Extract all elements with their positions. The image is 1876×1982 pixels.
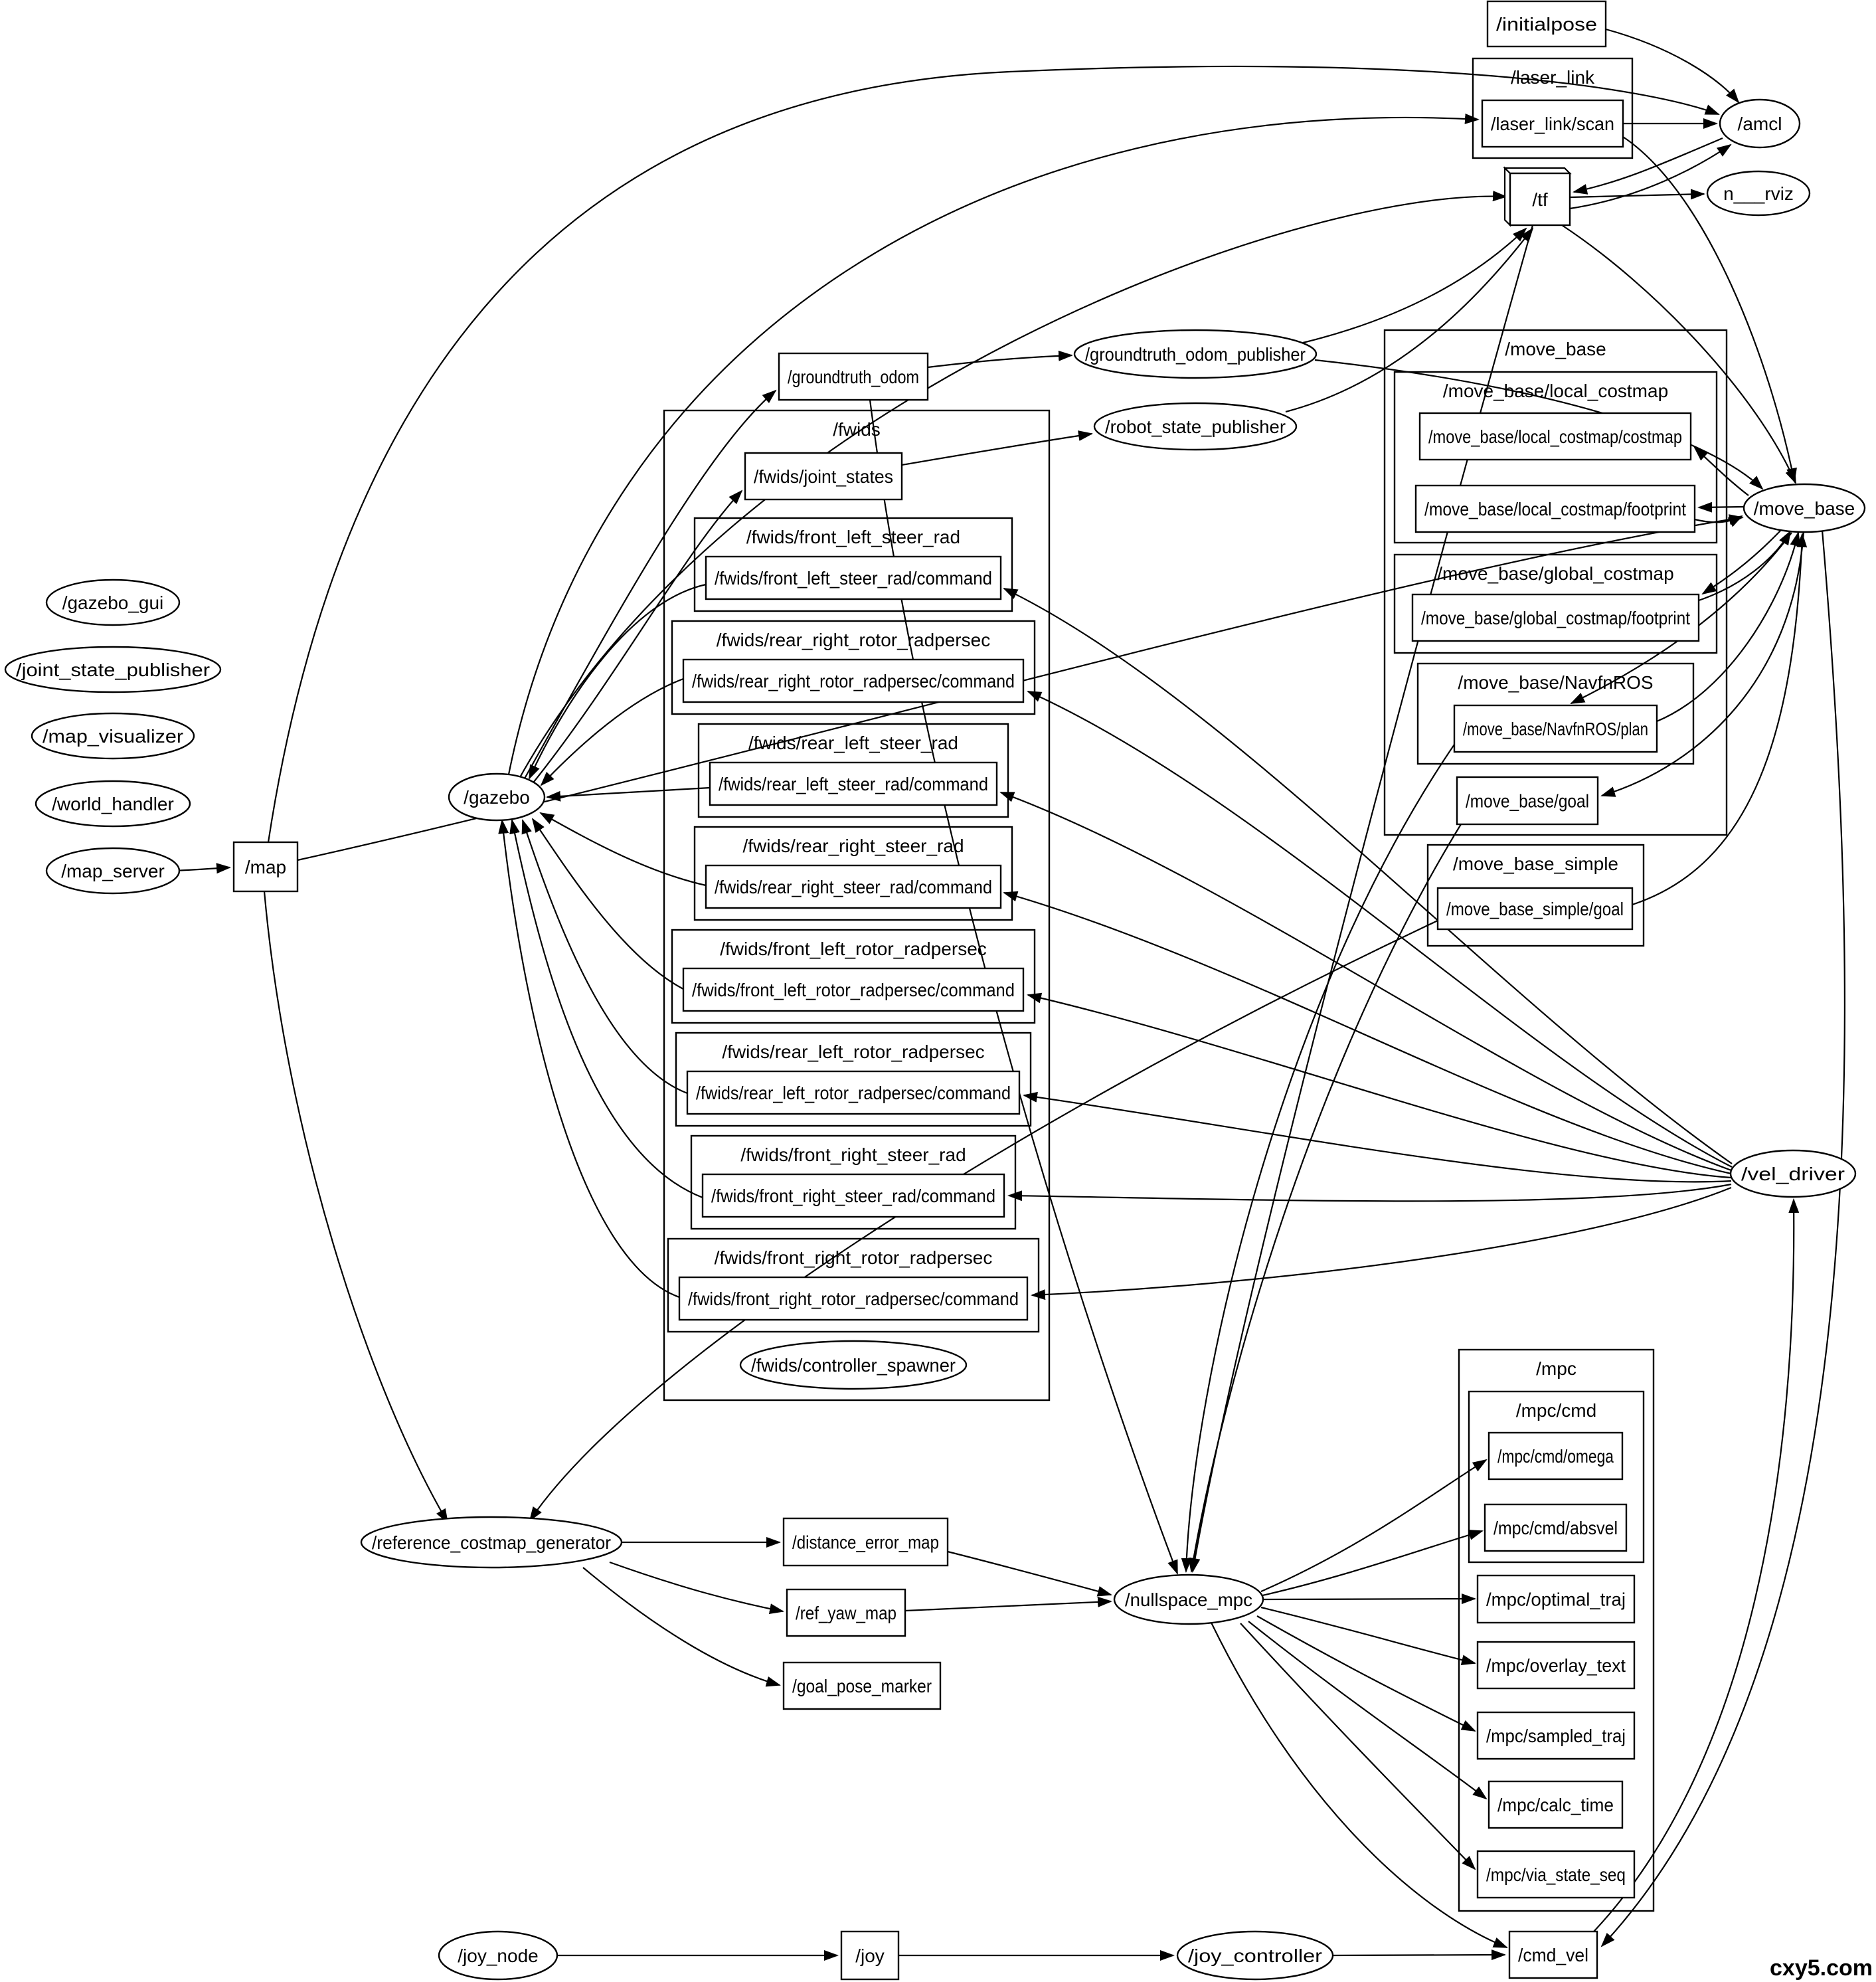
- cluster-label-fwids-front-right-rotor-radpersec: /fwids/front_right_rotor_radpersec: [714, 1247, 993, 1268]
- edge-gazebo-to-fwids_joint_states: [531, 491, 742, 785]
- cluster-label-move-base-local-costmap: /move_base/local_costmap: [1442, 381, 1669, 401]
- edge-move_base_goal-to-nullspace_mpc: [1191, 824, 1461, 1572]
- topic-label-initialpose: /initialpose: [1496, 14, 1597, 35]
- edge-groundtruth_odom_publisher-to-tf: [1303, 228, 1526, 343]
- node-layer: [5, 1, 1865, 1979]
- box3d-top-face-tf: [1505, 168, 1570, 173]
- edge-fwids_rear_left_steer_rad_command-to-gazebo: [547, 788, 710, 797]
- edge-nullspace_mpc-to-mpc_sampled_traj: [1257, 1616, 1475, 1731]
- edge-nullspace_mpc-to-mpc_overlay_text: [1261, 1607, 1475, 1663]
- cluster-label-fwids-front-right-steer-rad: /fwids/front_right_steer_rad: [740, 1144, 966, 1165]
- edge-fwids_front_left_rotor_radpersec_command-to-gazebo: [533, 819, 683, 989]
- topic-label-mpc-cmd-omega: /mpc/cmd/omega: [1497, 1446, 1614, 1467]
- cluster-label-move-base-global-costmap: /move_base/global_costmap: [1437, 563, 1674, 584]
- edge-groundtruth_odom-to-groundtruth_odom_publisher: [928, 355, 1072, 367]
- cluster-label-move-base-navfnros: /move_base/NavfnROS: [1458, 672, 1654, 693]
- edge-map_server-to-map: [171, 867, 230, 871]
- edge-move_base_global_costmap_footprint-to-move_base: [1699, 531, 1790, 600]
- edge-vel_driver-to-fwids_rear_left_steer_rad_command: [1001, 792, 1731, 1170]
- node-label-fwids-controller-spawner: /fwids/controller_spawner: [751, 1355, 956, 1376]
- topic-label-mpc-optimal-traj: /mpc/optimal_traj: [1486, 1589, 1626, 1610]
- topic-label-ref-yaw-map: /ref_yaw_map: [796, 1603, 896, 1623]
- edge-fwids_rear_right_rotor_radpersec_command-to-gazebo: [541, 679, 683, 785]
- cluster-label-move-base: /move_base: [1505, 339, 1606, 359]
- node-label-groundtruth-odom-publisher: /groundtruth_odom_publisher: [1085, 344, 1306, 365]
- edge-vel_driver-to-fwids_rear_left_rotor_radpersec_command: [1024, 1095, 1731, 1182]
- edge-vel_driver-to-fwids_front_right_rotor_radpersec_command: [1032, 1188, 1731, 1295]
- edge-cmd_vel-to-vel_driver: [1594, 1200, 1794, 1932]
- node-label-joint-state-publisher: /joint_state_publisher: [16, 660, 210, 680]
- topic-label-mpc-via-state-seq: /mpc/via_state_seq: [1486, 1864, 1626, 1885]
- topic-label-joy: /joy: [855, 1945, 885, 1966]
- topic-label-fwids-front-right-rotor-radpersec-command: /fwids/front_right_rotor_radpersec/command: [688, 1289, 1019, 1309]
- cluster-label-mpc-cmd: /mpc/cmd: [1515, 1400, 1597, 1421]
- topic-label-mpc-overlay-text: /mpc/overlay_text: [1486, 1655, 1626, 1676]
- topic-label-fwids-front-left-rotor-radpersec-command: /fwids/front_left_rotor_radpersec/command: [692, 980, 1015, 1000]
- topic-label-mpc-sampled-traj: /mpc/sampled_traj: [1486, 1726, 1626, 1746]
- topic-label-move-base-local-costmap-footprint: /move_base/local_costmap/footprint: [1424, 499, 1687, 519]
- cluster-label-fwids-rear-left-rotor-radpersec: /fwids/rear_left_rotor_radpersec: [722, 1041, 985, 1062]
- topic-label-fwids-front-right-steer-rad-command: /fwids/front_right_steer_rad/command: [711, 1186, 995, 1206]
- node-label-world-handler: /world_handler: [52, 794, 174, 814]
- topic-label-move-base-simple-goal: /move_base_simple/goal: [1446, 899, 1624, 919]
- edge-tf-to-amcl: [1570, 145, 1731, 209]
- edge-reference_costmap_generator-to-ref_yaw_map: [610, 1562, 783, 1611]
- edge-fwids_rear_left_rotor_radpersec_command-to-gazebo: [523, 820, 687, 1093]
- topic-label-mpc-calc-time: /mpc/calc_time: [1497, 1795, 1614, 1815]
- node-label-gazebo-gui: /gazebo_gui: [62, 592, 164, 613]
- cluster-label-fwids-rear-right-rotor-radpersec: /fwids/rear_right_rotor_radpersec: [716, 630, 991, 650]
- edge-move_base-to-move_base_global_costmap_footprint: [1703, 530, 1781, 594]
- topic-label-fwids-rear-left-steer-rad-command: /fwids/rear_left_steer_rad/command: [719, 774, 988, 794]
- cluster-label-mpc: /mpc: [1536, 1358, 1577, 1379]
- edge-fwids_joint_states-to-robot_state_publisher: [902, 434, 1092, 465]
- topic-label-map: /map: [244, 857, 287, 877]
- topic-label-fwids-joint-states: /fwids/joint_states: [754, 466, 893, 487]
- node-label-robot-state-publisher: /robot_state_publisher: [1105, 416, 1286, 437]
- edge-nullspace_mpc-to-mpc_via_state_seq: [1240, 1623, 1475, 1869]
- topic-label-fwids-rear-right-steer-rad-command: /fwids/rear_right_steer_rad/command: [715, 877, 992, 897]
- node-label-amcl: /amcl: [1737, 114, 1782, 134]
- edge-vel_driver-to-fwids_front_right_steer_rad_command: [1009, 1184, 1731, 1201]
- topic-label-fwids-front-left-steer-rad-command: /fwids/front_left_steer_rad/command: [715, 568, 992, 588]
- topic-label-distance-error-map: /distance_error_map: [792, 1532, 939, 1553]
- topic-label-move-base-local-costmap-costmap: /move_base/local_costmap/costmap: [1428, 426, 1682, 447]
- cluster-label-fwids-rear-right-steer-rad: /fwids/rear_right_steer_rad: [742, 836, 964, 856]
- topic-label-laser-link-scan: /laser_link/scan: [1491, 114, 1614, 134]
- cluster-label-move-base-simple: /move_base_simple: [1452, 854, 1619, 874]
- topic-label-move-base-goal: /move_base/goal: [1466, 790, 1589, 812]
- edge-fwids_rear_right_steer_rad_command-to-gazebo: [541, 813, 706, 885]
- node-label-map-visualizer: /map_visualizer: [43, 726, 183, 747]
- cluster-label-fwids: /fwids: [833, 419, 881, 440]
- node-label-gazebo: /gazebo: [464, 787, 530, 808]
- cluster-label-laser-link: /laser_link: [1510, 67, 1595, 88]
- topic-label-groundtruth-odom: /groundtruth_odom: [788, 367, 919, 387]
- edge-nullspace_mpc-to-mpc_cmd_omega: [1261, 1460, 1486, 1591]
- topic-label-move-base-global-costmap-footprint: /move_base/global_costmap/footprint: [1421, 608, 1691, 628]
- edge-map-to-reference_costmap_generator: [264, 891, 448, 1522]
- node-label-vel-driver: /vel_driver: [1741, 1164, 1845, 1184]
- edge-tf-to-n_rviz: [1570, 194, 1704, 197]
- edge-distance_error_map-to-nullspace_mpc: [948, 1552, 1111, 1595]
- node-label-n-rviz: n___rviz: [1723, 183, 1794, 204]
- node-label-joy-controller: /joy_controller: [1188, 1945, 1322, 1966]
- cluster-label-fwids-front-left-rotor-radpersec: /fwids/front_left_rotor_radpersec: [720, 939, 987, 959]
- cluster-label-fwids-rear-left-steer-rad: /fwids/rear_left_steer_rad: [748, 733, 958, 753]
- edge-nullspace_mpc-to-mpc_calc_time: [1248, 1621, 1486, 1799]
- node-label-move-base-node: /move_base: [1753, 498, 1855, 519]
- topic-label-fwids-rear-right-rotor-radpersec-command: /fwids/rear_right_rotor_radpersec/command: [692, 671, 1015, 691]
- node-label-nullspace-mpc: /nullspace_mpc: [1125, 1589, 1252, 1610]
- edge-nullspace_mpc-to-mpc_cmd_absvel: [1262, 1531, 1482, 1595]
- edge-ref_yaw_map-to-nullspace_mpc: [905, 1601, 1111, 1611]
- topic-label-goal-pose-marker: /goal_pose_marker: [792, 1676, 932, 1696]
- cluster-label-fwids-front-left-steer-rad: /fwids/front_left_steer_rad: [746, 527, 961, 547]
- topic-label-cmd-vel: /cmd_vel: [1518, 1945, 1588, 1965]
- edge-move_base_navfnros_plan-to-nullspace_mpc: [1186, 743, 1456, 1572]
- node-label-joy-node: /joy_node: [458, 1945, 539, 1966]
- topic-label-mpc-cmd-absvel: /mpc/cmd/absvel: [1493, 1518, 1618, 1538]
- node-label-map-server: /map_server: [61, 861, 165, 881]
- watermark-text: cxy5.com: [1770, 1955, 1873, 1981]
- node-label-reference-costmap-generator: /reference_costmap_generator: [372, 1532, 611, 1553]
- edge-vel_driver-to-fwids_rear_right_steer_rad_command: [1004, 893, 1731, 1174]
- topic-label-move-base-navfnros-plan: /move_base/NavfnROS/plan: [1463, 719, 1648, 739]
- topic-label-fwids-rear-left-rotor-radpersec-command: /fwids/rear_left_rotor_radpersec/command: [696, 1083, 1011, 1103]
- topic-label-tf: /tf: [1532, 189, 1548, 210]
